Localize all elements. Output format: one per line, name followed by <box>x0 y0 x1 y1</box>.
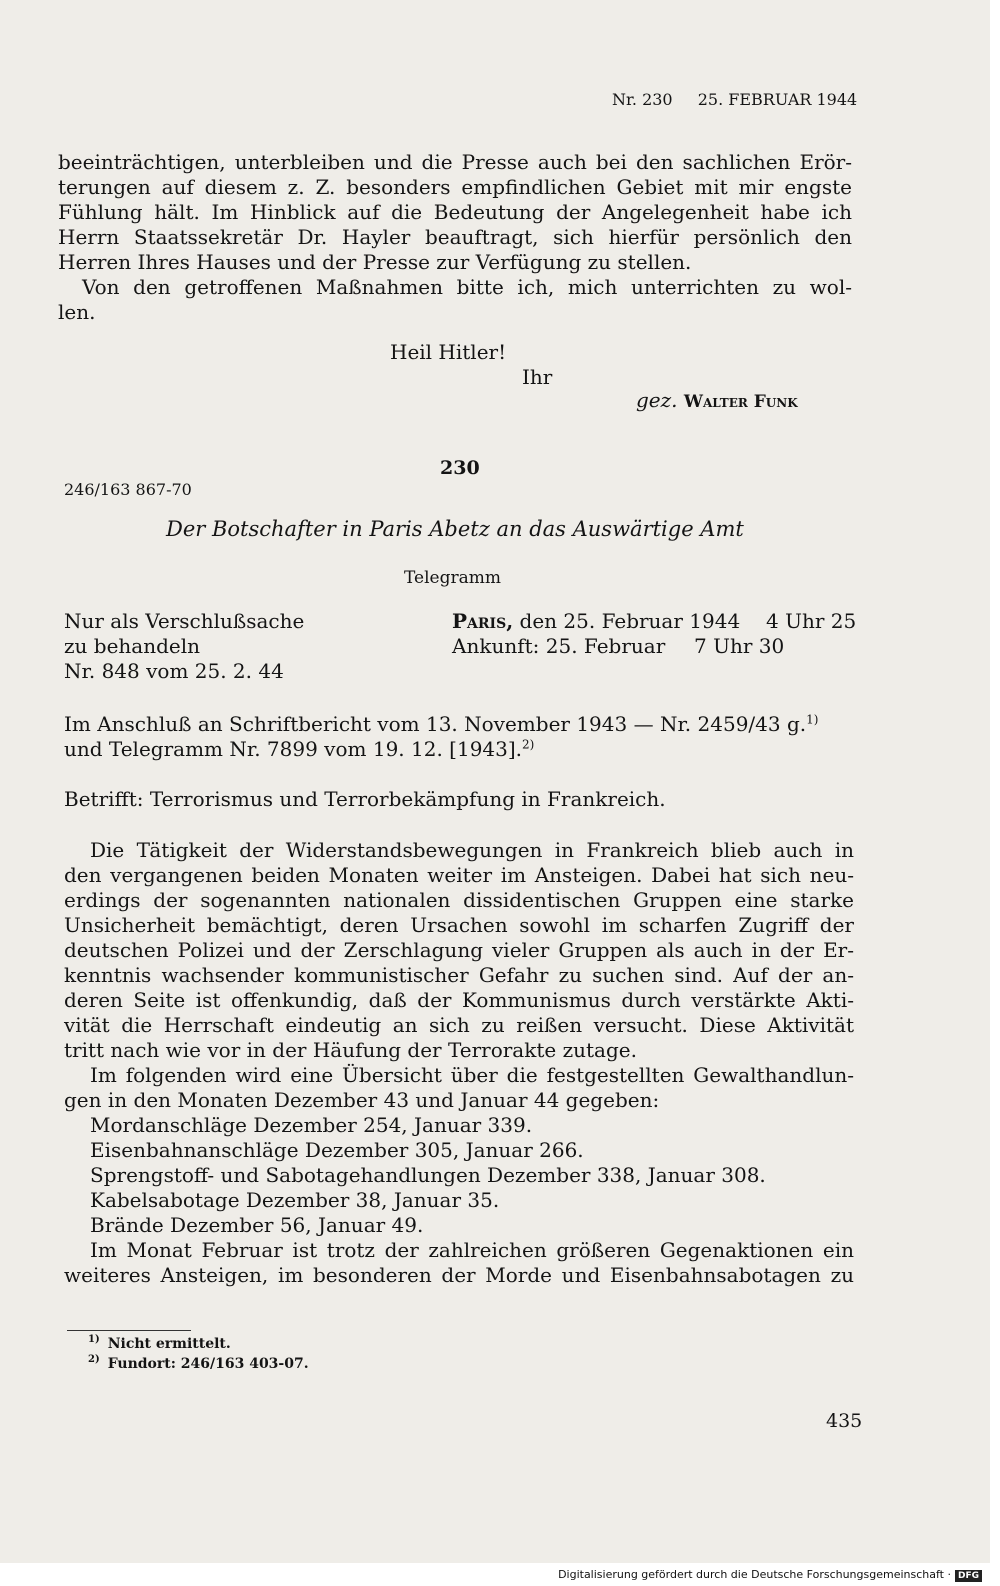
footnote-mark: 2) <box>522 737 535 752</box>
body-line: Die Tätigkeit der Widerstandsbewegungen in Frankreich blieb auch in <box>90 838 854 862</box>
continuation-line: beeinträchtigen, unterbleiben und die Presse auch bei den sachlichen Erör- <box>58 150 852 174</box>
continuation-line: Herren Ihres Hauses und der Presse zur Verfügung zu stellen. <box>58 250 692 274</box>
continuation-line: Fühlung hält. Im Hinblick auf die Bedeutung der Angelegenheit habe ich <box>58 200 852 224</box>
subject-line: Betrifft: Terrorismus und Terrorbekämpfung in Frankreich. <box>64 787 666 811</box>
credit-line <box>558 1568 982 1582</box>
statistic-line: Sprengstoff- und Sabotagehandlungen Dezember 338, Januar 308. <box>90 1163 766 1187</box>
running-head-doc-number: Nr. 230 <box>612 90 673 109</box>
signer-name: Walter Funk <box>683 392 798 412</box>
arrival-time: 7 Uhr 30 <box>694 634 785 658</box>
statistic-line: Mordanschläge Dezember 254, Januar 339. <box>90 1113 533 1137</box>
document-type: Telegramm <box>404 568 501 588</box>
footnote-rule <box>67 1330 191 1331</box>
statistic-line: Brände Dezember 56, Januar 49. <box>90 1213 424 1237</box>
sent-time: 4 Uhr 25 <box>766 609 857 633</box>
page-number: 435 <box>826 1410 863 1432</box>
footnote-2 <box>88 1356 309 1372</box>
continuation-line: Von den getroffenen Maßnahmen bitte ich, mich unterrichten zu wol- <box>82 275 852 299</box>
closing-yours: Ihr <box>522 365 553 389</box>
statistic-line: Eisenbahnanschläge Dezember 305, Januar 266. <box>90 1138 584 1162</box>
running-head-date: 25. FEBRUAR 1944 <box>697 90 858 109</box>
running-head <box>612 90 857 109</box>
footnote-mark: 1) <box>88 1334 100 1346</box>
body-line: den vergangenen beiden Monaten weiter im Ansteigen. Dabei hat sich neu- <box>64 863 854 887</box>
sent-date: den 25. Februar 1944 <box>519 609 741 633</box>
statistic-line: Kabelsabotage Dezember 38, Januar 35. <box>90 1188 500 1212</box>
body-line: vität die Herrschaft eindeutig an sich zu reißen versucht. Diese Aktivität <box>64 1013 854 1037</box>
footnote-mark: 2) <box>88 1354 100 1366</box>
footnote-1 <box>88 1336 231 1352</box>
continuation-line: Herrn Staatssekretär Dr. Hayler beauftragt, sich hierfür persönlich den <box>58 225 852 249</box>
overview-line: Im folgenden wird eine Übersicht über die festgestellten Gewalthandlun- <box>90 1063 854 1087</box>
document-heading: Der Botschafter in Paris Abetz an das Auswärtige Amt <box>166 517 744 541</box>
reference-line <box>64 712 818 737</box>
continuation-line: terungen auf diesem z. Z. besonders empfindlichen Gebiet mit mir engste <box>58 175 852 199</box>
body-line: tritt nach wie vor in der Häufung der Terrorakte zutage. <box>64 1038 637 1062</box>
body-line: Unsicherheit bemächtigt, deren Ursachen sowohl im scharfen Zugriff der <box>64 913 854 937</box>
dfg-logo: DFG <box>955 1570 982 1582</box>
body-line: deutschen Polizei und der Zerschlagung vieler Gruppen als auch in der Er- <box>64 938 854 962</box>
reference-text: und Telegramm Nr. 7899 vom 19. 12. [1943]. <box>64 737 523 761</box>
footnote-text: Fundort: 246/163 403-07. <box>107 1356 309 1372</box>
sent-line <box>452 609 740 634</box>
february-line: weiteres Ansteigen, im besonderen der Morde und Eisenbahnsabotagen zu <box>64 1263 854 1287</box>
credit-text: Digitalisierung gefördert durch die Deutsche Forschungsgemeinschaft · <box>558 1568 951 1581</box>
arrival: Ankunft: 25. Februar <box>452 634 666 658</box>
file-reference: 246/163 867-70 <box>64 480 192 499</box>
overview-line: gen in den Monaten Dezember 43 und Januar 44 gegeben: <box>64 1088 660 1112</box>
footnote-mark: 1) <box>806 712 819 727</box>
signature-line <box>636 388 798 412</box>
body-line: deren Seite ist offenkundig, daß der Kommunismus durch verstärkte Akti- <box>64 988 854 1012</box>
body-line: kenntnis wachsender kommunistischer Gefahr zu suchen sind. Auf der an- <box>64 963 854 987</box>
closing-greeting: Heil Hitler! <box>390 340 507 364</box>
reference-line <box>64 737 534 762</box>
place: Paris, <box>452 609 514 633</box>
classification-line: zu behandeln <box>64 634 201 658</box>
classification-line: Nr. 848 vom 25. 2. 44 <box>64 659 284 683</box>
signed-prefix: gez. <box>636 388 678 412</box>
reference-text: Im Anschluß an Schriftbericht vom 13. November 1943 — Nr. 2459/43 g. <box>64 712 807 736</box>
body-line: erdings der sogenannten nationalen dissidentischen Gruppen eine starke <box>64 888 854 912</box>
classification-line: Nur als Verschlußsache <box>64 609 305 633</box>
february-line: Im Monat Februar ist trotz der zahlreichen größeren Gegenaktionen ein <box>90 1238 854 1262</box>
footnote-text: Nicht ermittelt. <box>107 1336 231 1352</box>
document-number: 230 <box>440 457 480 479</box>
continuation-line: len. <box>58 300 96 324</box>
